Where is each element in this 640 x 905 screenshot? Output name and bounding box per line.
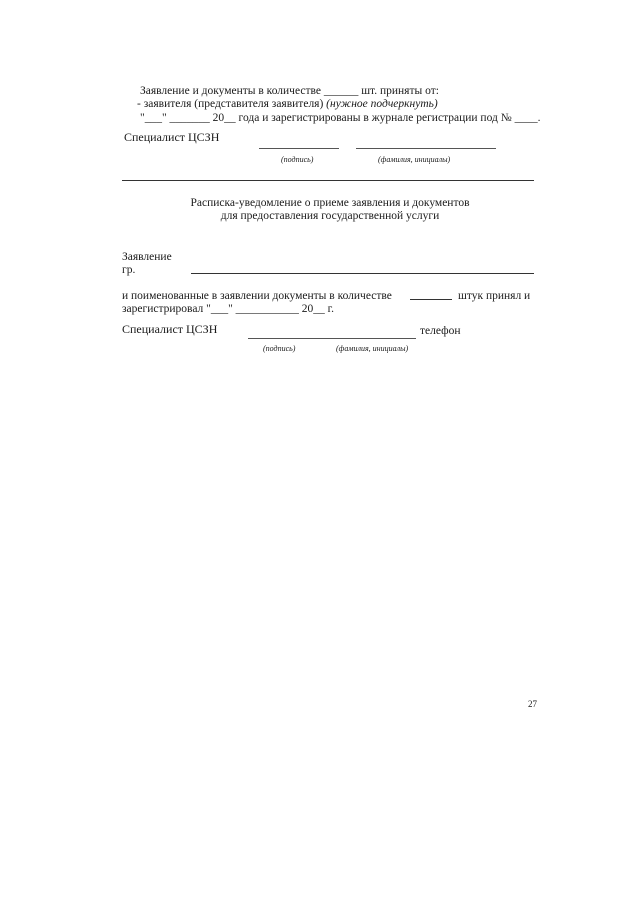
citizen-name-line <box>191 273 534 274</box>
citizen-label: гр. <box>122 264 136 276</box>
name-line-top <box>356 148 496 149</box>
documents-line-2: зарегистрировал "___" ___________ 20__ г. <box>122 303 334 315</box>
signature-caption-receipt: (подпись) <box>263 344 296 353</box>
accepted-documents-line: Заявление и документы в количестве ______ шт. приняты от: <box>140 85 439 97</box>
signature-caption-top: (подпись) <box>281 155 314 164</box>
underline-hint: (нужное подчеркнуть) <box>326 98 438 110</box>
specialist-label-top: Специалист ЦСЗН <box>124 130 220 144</box>
documents-line-1b: штук принял и <box>458 290 531 302</box>
signature-line-receipt <box>248 338 416 339</box>
documents-count-line <box>410 299 452 300</box>
applicant-line <box>137 97 438 111</box>
documents-line-1a: и поименованные в заявлении документы в количестве <box>122 290 392 302</box>
applicant-text: - заявителя (представителя заявителя) <box>137 98 324 110</box>
separator-line <box>122 180 534 181</box>
specialist-label-receipt: Специалист ЦСЗН <box>122 322 218 336</box>
registration-line: "___" _______ 20__ года и зарегистрированы в журнале регистрации под № ____. <box>140 112 541 124</box>
receipt-title-line1: Расписка-уведомление о приеме заявления и документов <box>190 197 470 209</box>
page-number: 27 <box>528 699 537 709</box>
phone-label: телефон <box>420 325 461 337</box>
signature-line-top <box>259 148 339 149</box>
statement-label: Заявление <box>122 251 172 263</box>
receipt-title-line2: для предоставления государственной услуги <box>220 210 440 222</box>
name-caption-top: (фамилия, инициалы) <box>378 155 451 164</box>
name-caption-receipt: (фамилия, инициалы) <box>336 344 409 353</box>
